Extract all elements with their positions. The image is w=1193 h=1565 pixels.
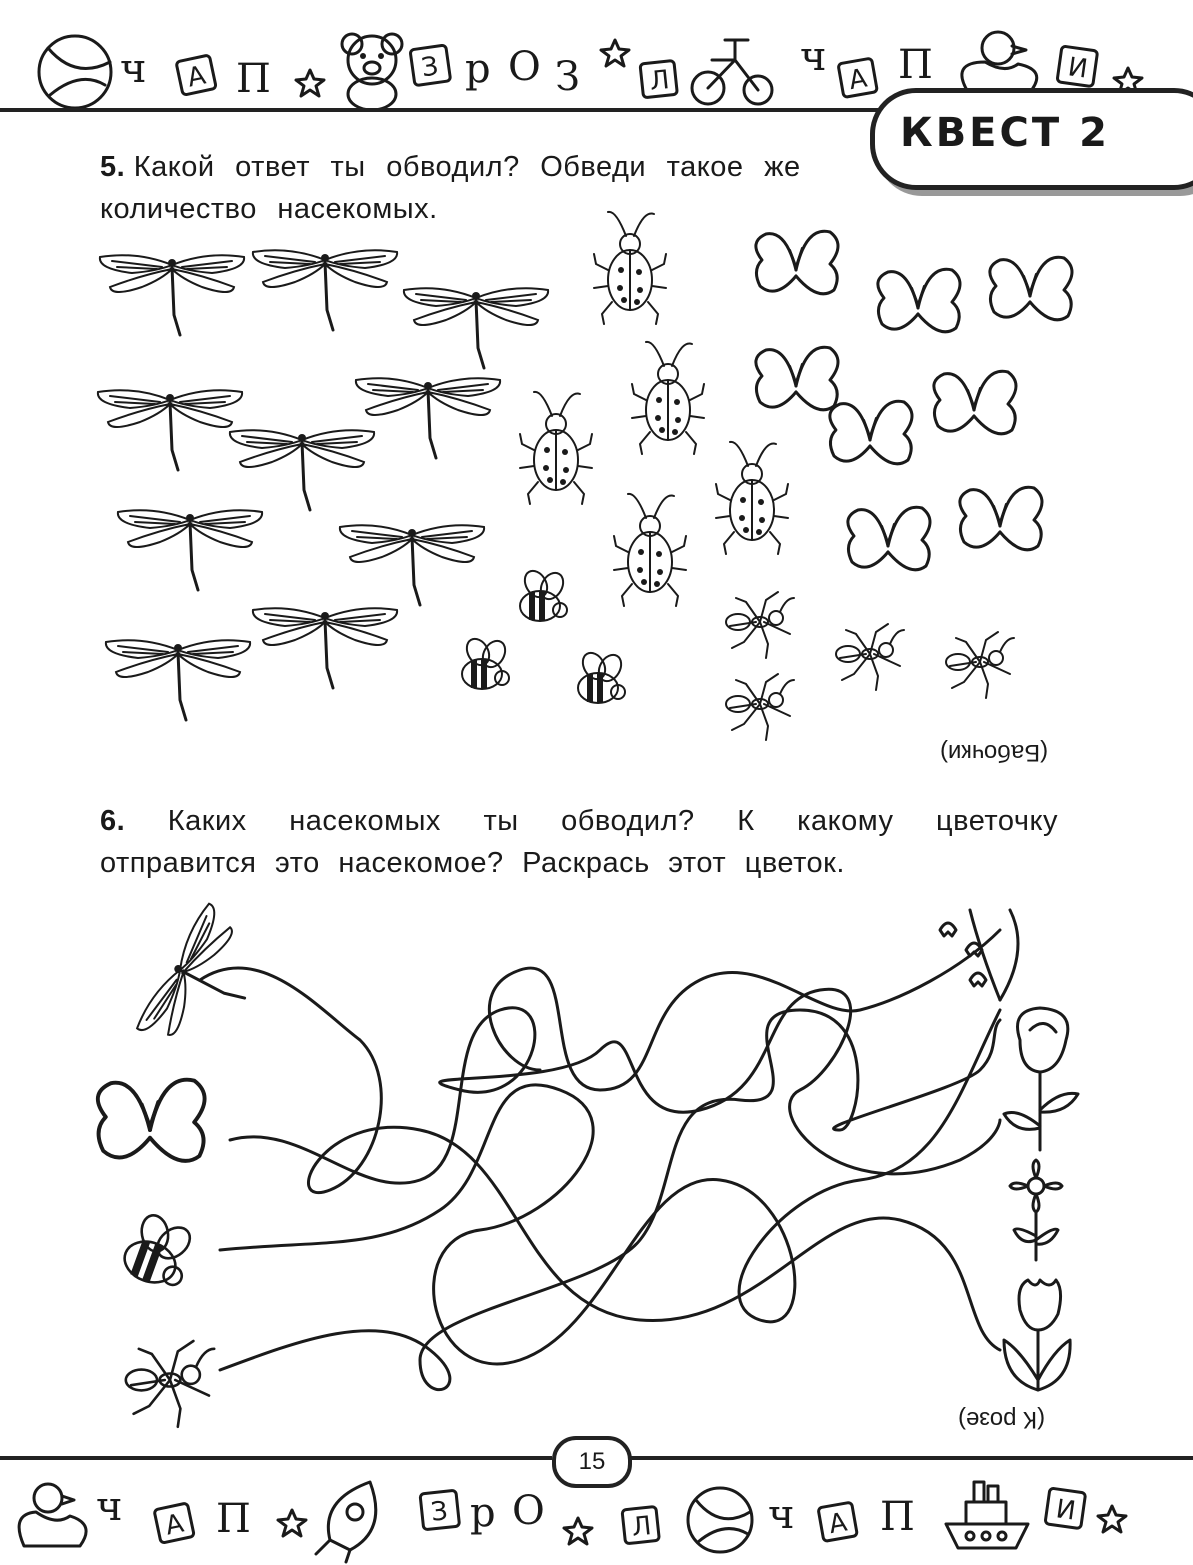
decor-letter: р	[470, 1490, 496, 1536]
letter-block-z	[420, 1490, 460, 1530]
butterfly-icon	[848, 507, 930, 570]
svg-text:И: И	[1054, 1494, 1078, 1527]
letter-block-z	[410, 45, 451, 86]
svg-text:Л: Л	[648, 65, 671, 97]
ladybug-icon	[632, 342, 704, 454]
decor-letter: р	[465, 46, 491, 92]
letter-block-a	[154, 1503, 194, 1543]
decor-letter: ч	[120, 46, 147, 92]
dragonfly-icon	[135, 903, 276, 1068]
dragonfly-icon	[118, 510, 262, 590]
task-6-answer: (К розе)	[958, 1406, 1046, 1433]
rose-icon	[1004, 1008, 1078, 1150]
dragonfly-icon	[356, 378, 500, 458]
butterfly-icon	[990, 257, 1072, 320]
duck-icon	[962, 32, 1037, 92]
tricycle-icon	[692, 40, 772, 104]
letter-block-a	[176, 55, 216, 95]
daisy-icon	[1010, 1160, 1062, 1260]
decor-letter: П	[216, 1496, 251, 1542]
lily-of-the-valley-icon	[940, 910, 1018, 1000]
page-number: 15	[552, 1436, 632, 1488]
decor-letter: О	[508, 44, 541, 90]
letter-block-i	[1045, 1488, 1086, 1529]
ant-icon	[946, 632, 1014, 698]
svg-text:А: А	[846, 63, 870, 97]
bottom-decor-border	[0, 1480, 1193, 1560]
svg-text:А: А	[184, 60, 209, 94]
svg-text:З: З	[419, 51, 441, 84]
star-icon	[278, 1510, 306, 1536]
ant-icon	[726, 592, 794, 658]
decor-letter: ч	[800, 34, 827, 80]
butterfly-icon	[98, 1080, 205, 1161]
dragonfly-icon	[253, 250, 397, 330]
dragonfly-icon	[100, 255, 244, 335]
dragonfly-icon	[106, 640, 250, 720]
decor-letter: З	[555, 54, 580, 100]
ant-icon	[726, 674, 794, 740]
ladybug-icon	[520, 392, 592, 504]
decor-letter: ч	[768, 1492, 795, 1538]
letter-block-a	[838, 58, 877, 97]
insect-field	[0, 210, 1193, 750]
teddy-bear-icon	[342, 34, 402, 110]
svg-text:А: А	[826, 1507, 850, 1541]
bee-icon	[578, 649, 626, 703]
decor-letter: ч	[96, 1484, 123, 1530]
butterfly-icon	[830, 401, 912, 464]
dragonfly-icon	[404, 288, 548, 368]
task-instruction: Какой ответ ты обводил? Обведи такое же количество насекомых.	[100, 151, 801, 225]
maze-path-dragonfly	[200, 968, 1000, 1350]
ant-icon	[126, 1341, 214, 1427]
svg-text:З: З	[429, 1496, 450, 1528]
butterfly-icon	[878, 269, 960, 332]
butterfly-icon	[934, 371, 1016, 434]
dragonfly-icon	[230, 430, 374, 510]
bottom-rule-left	[0, 1456, 552, 1460]
decor-letter: П	[236, 56, 271, 102]
ball-icon	[39, 36, 111, 108]
bee-icon	[462, 635, 510, 689]
dragonfly-icon	[253, 608, 397, 688]
tulip-icon	[1004, 1280, 1070, 1390]
ladybug-icon	[716, 442, 788, 554]
svg-text:Л: Л	[630, 1511, 653, 1543]
ladybug-icon	[614, 494, 686, 606]
letter-block-l	[622, 1506, 659, 1543]
top-rule	[0, 108, 880, 112]
dragonfly-icon	[340, 525, 484, 605]
ball-icon	[688, 1488, 752, 1552]
svg-text:А: А	[162, 1508, 187, 1542]
letter-block-i	[1057, 46, 1098, 87]
ant-icon	[836, 624, 904, 690]
butterfly-icon	[960, 487, 1042, 550]
star-icon	[296, 70, 324, 96]
task-6-text	[100, 800, 1080, 884]
decor-letter: П	[898, 42, 933, 88]
letter-block-l	[640, 60, 677, 97]
task-5-answer: (Бабочки)	[940, 739, 1049, 766]
bee-icon	[520, 567, 568, 621]
letter-block-a	[818, 1502, 857, 1541]
star-icon	[564, 1518, 592, 1544]
dragonfly-icon	[98, 390, 242, 470]
task-number: 6.	[100, 805, 126, 837]
butterfly-icon	[756, 347, 838, 410]
task-number: 5.	[100, 151, 126, 183]
rocket-icon	[316, 1482, 376, 1562]
decor-letter: О	[512, 1488, 545, 1534]
ladybug-icon	[594, 212, 666, 324]
quest-badge-label: КВЕСТ 2	[900, 110, 1110, 156]
bee-icon	[119, 1205, 201, 1292]
star-icon	[1098, 1506, 1126, 1532]
ship-icon	[946, 1482, 1028, 1548]
maze-path-ant	[220, 1010, 1000, 1390]
decor-letter: П	[880, 1494, 915, 1540]
butterfly-icon	[756, 231, 838, 294]
svg-text:И: И	[1066, 52, 1090, 85]
bottom-rule-right	[628, 1456, 1193, 1460]
insect-flower-maze	[0, 890, 1193, 1430]
duck-icon	[19, 1484, 86, 1546]
task-instruction-line2: отправится это насекомое? Раскрась этот цветок.	[100, 847, 845, 879]
star-icon	[601, 40, 629, 66]
maze-path-butterfly	[230, 989, 1000, 1183]
task-instruction-line1: Каких насекомых ты обводил? К какому цветочку	[167, 805, 1058, 837]
